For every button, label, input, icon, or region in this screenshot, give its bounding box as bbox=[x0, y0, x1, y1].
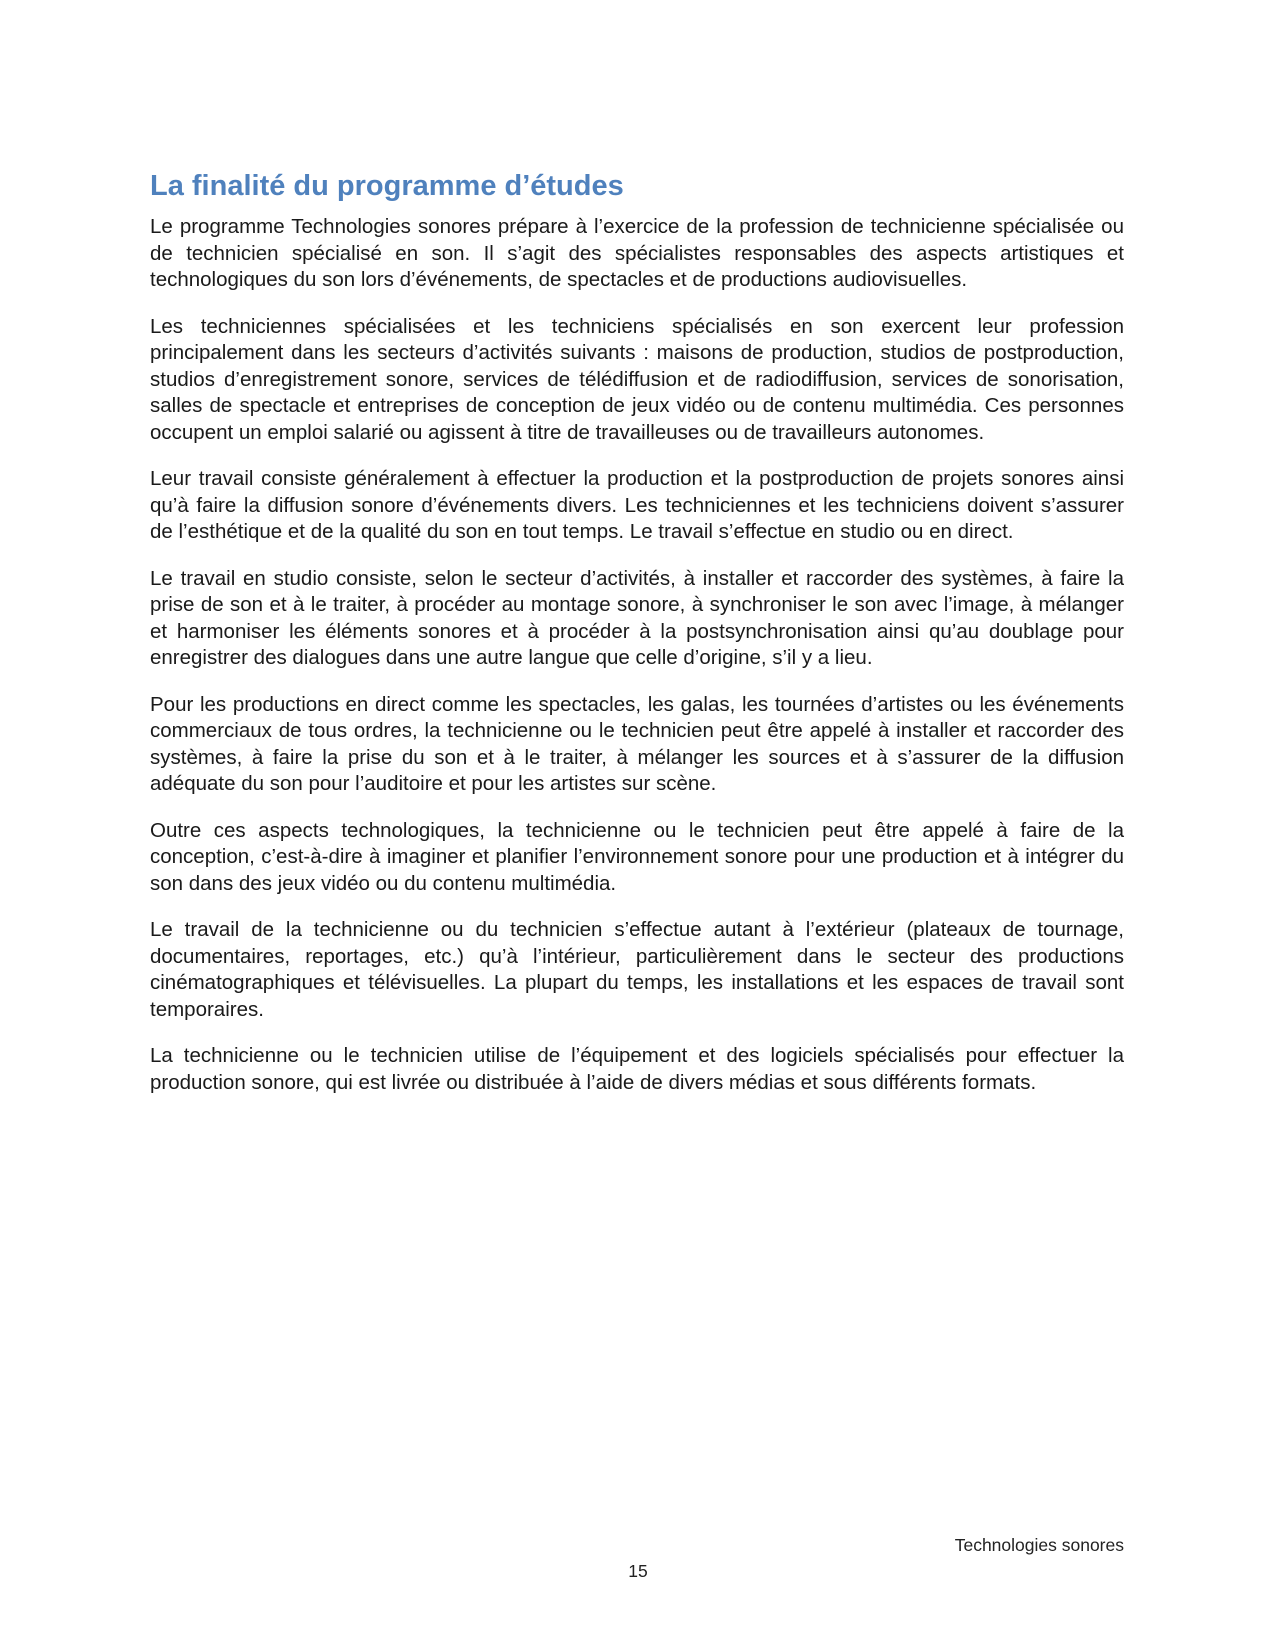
paragraph-4: Le travail en studio consiste, selon le secteur d’activités, à installer et raccorder des systèmes, à faire la prise de son et à le traiter, à procéder au montage sonore, à synchroniser le son avec l’image, à mélanger et harmoniser les éléments sonores et à procéder à la postsynchronisation ainsi qu’au doublage pour enregistrer des dialogues dans une autre langue que celle d’origine, s’il y a lieu. bbox=[150, 566, 1124, 669]
page-content bbox=[150, 168, 1124, 1116]
paragraph-5: Pour les productions en direct comme les spectacles, les galas, les tournées d’artistes ou les événements commerciaux de tous ordres, la technicienne ou le technicien peut être appelé à installer et raccorder des systèmes, à faire la prise du son et à le traiter, à mélanger les sources et à s’assurer de la diffusion adéquate du son pour l’auditoire et pour les artistes sur scène. bbox=[150, 692, 1124, 795]
paragraph-1: Le programme Technologies sonores prépare à l’exercice de la profession de technicienne spécialisée ou de technicien spécialisé en son. Il s’agit des spécialistes responsables des aspects artistiques et technologiques du son lors d’événements, de spectacles et de productions audiovisuelles. bbox=[150, 215, 1124, 291]
footer-running-title: Technologies sonores bbox=[954, 1535, 1124, 1555]
paragraph-3: Leur travail consiste généralement à effectuer la production et la postproduction de projets sonores ainsi qu’à faire la diffusion sonore d’événements divers. Les techniciennes et les techniciens doivent s’assurer de l’esthétique et de la qualité du son en tout temps. Le travail s’effectue en studio ou en direct. bbox=[150, 467, 1124, 543]
page-title: La finalité du programme d’études bbox=[150, 170, 624, 202]
paragraph-8: La technicienne ou le technicien utilise de l’équipement et des logiciels spécialisés pour effectuer la production sonore, qui est livrée ou distribuée à l’aide de divers médias et sous différents formats. bbox=[150, 1044, 1124, 1094]
paragraph-2: Les techniciennes spécialisées et les techniciens spécialisés en son exercent leur profession principalement dans les secteurs d’activités suivants : maisons de production, studios de postproduction, studios d’enregistrement sonore, services de télédiffusion et de radiodiffusion, services de sonorisation, salles de spectacle et entreprises de conception de jeux vidéo ou de contenu multimédia. Ces personnes occupent un emploi salarié ou agissent à titre de travailleuses ou de travailleurs autonomes. bbox=[150, 314, 1124, 444]
paragraph-7: Le travail de la technicienne ou du technicien s’effectue autant à l’extérieur (plateaux de tournage, documentaires, reportages, etc.) qu’à l’intérieur, particulièrement dans le secteur des productions cinématographiques et télévisuelles. La plupart du temps, les installations et les espaces de travail sont temporaires. bbox=[150, 918, 1124, 1021]
page-number: 15 bbox=[628, 1561, 648, 1581]
paragraph-6: Outre ces aspects technologiques, la technicienne ou le technicien peut être appelé à faire de la conception, c’est-à-dire à imaginer et planifier l’environnement sonore pour une production et à intégrer du son dans des jeux vidéo ou du contenu multimédia. bbox=[150, 818, 1124, 895]
